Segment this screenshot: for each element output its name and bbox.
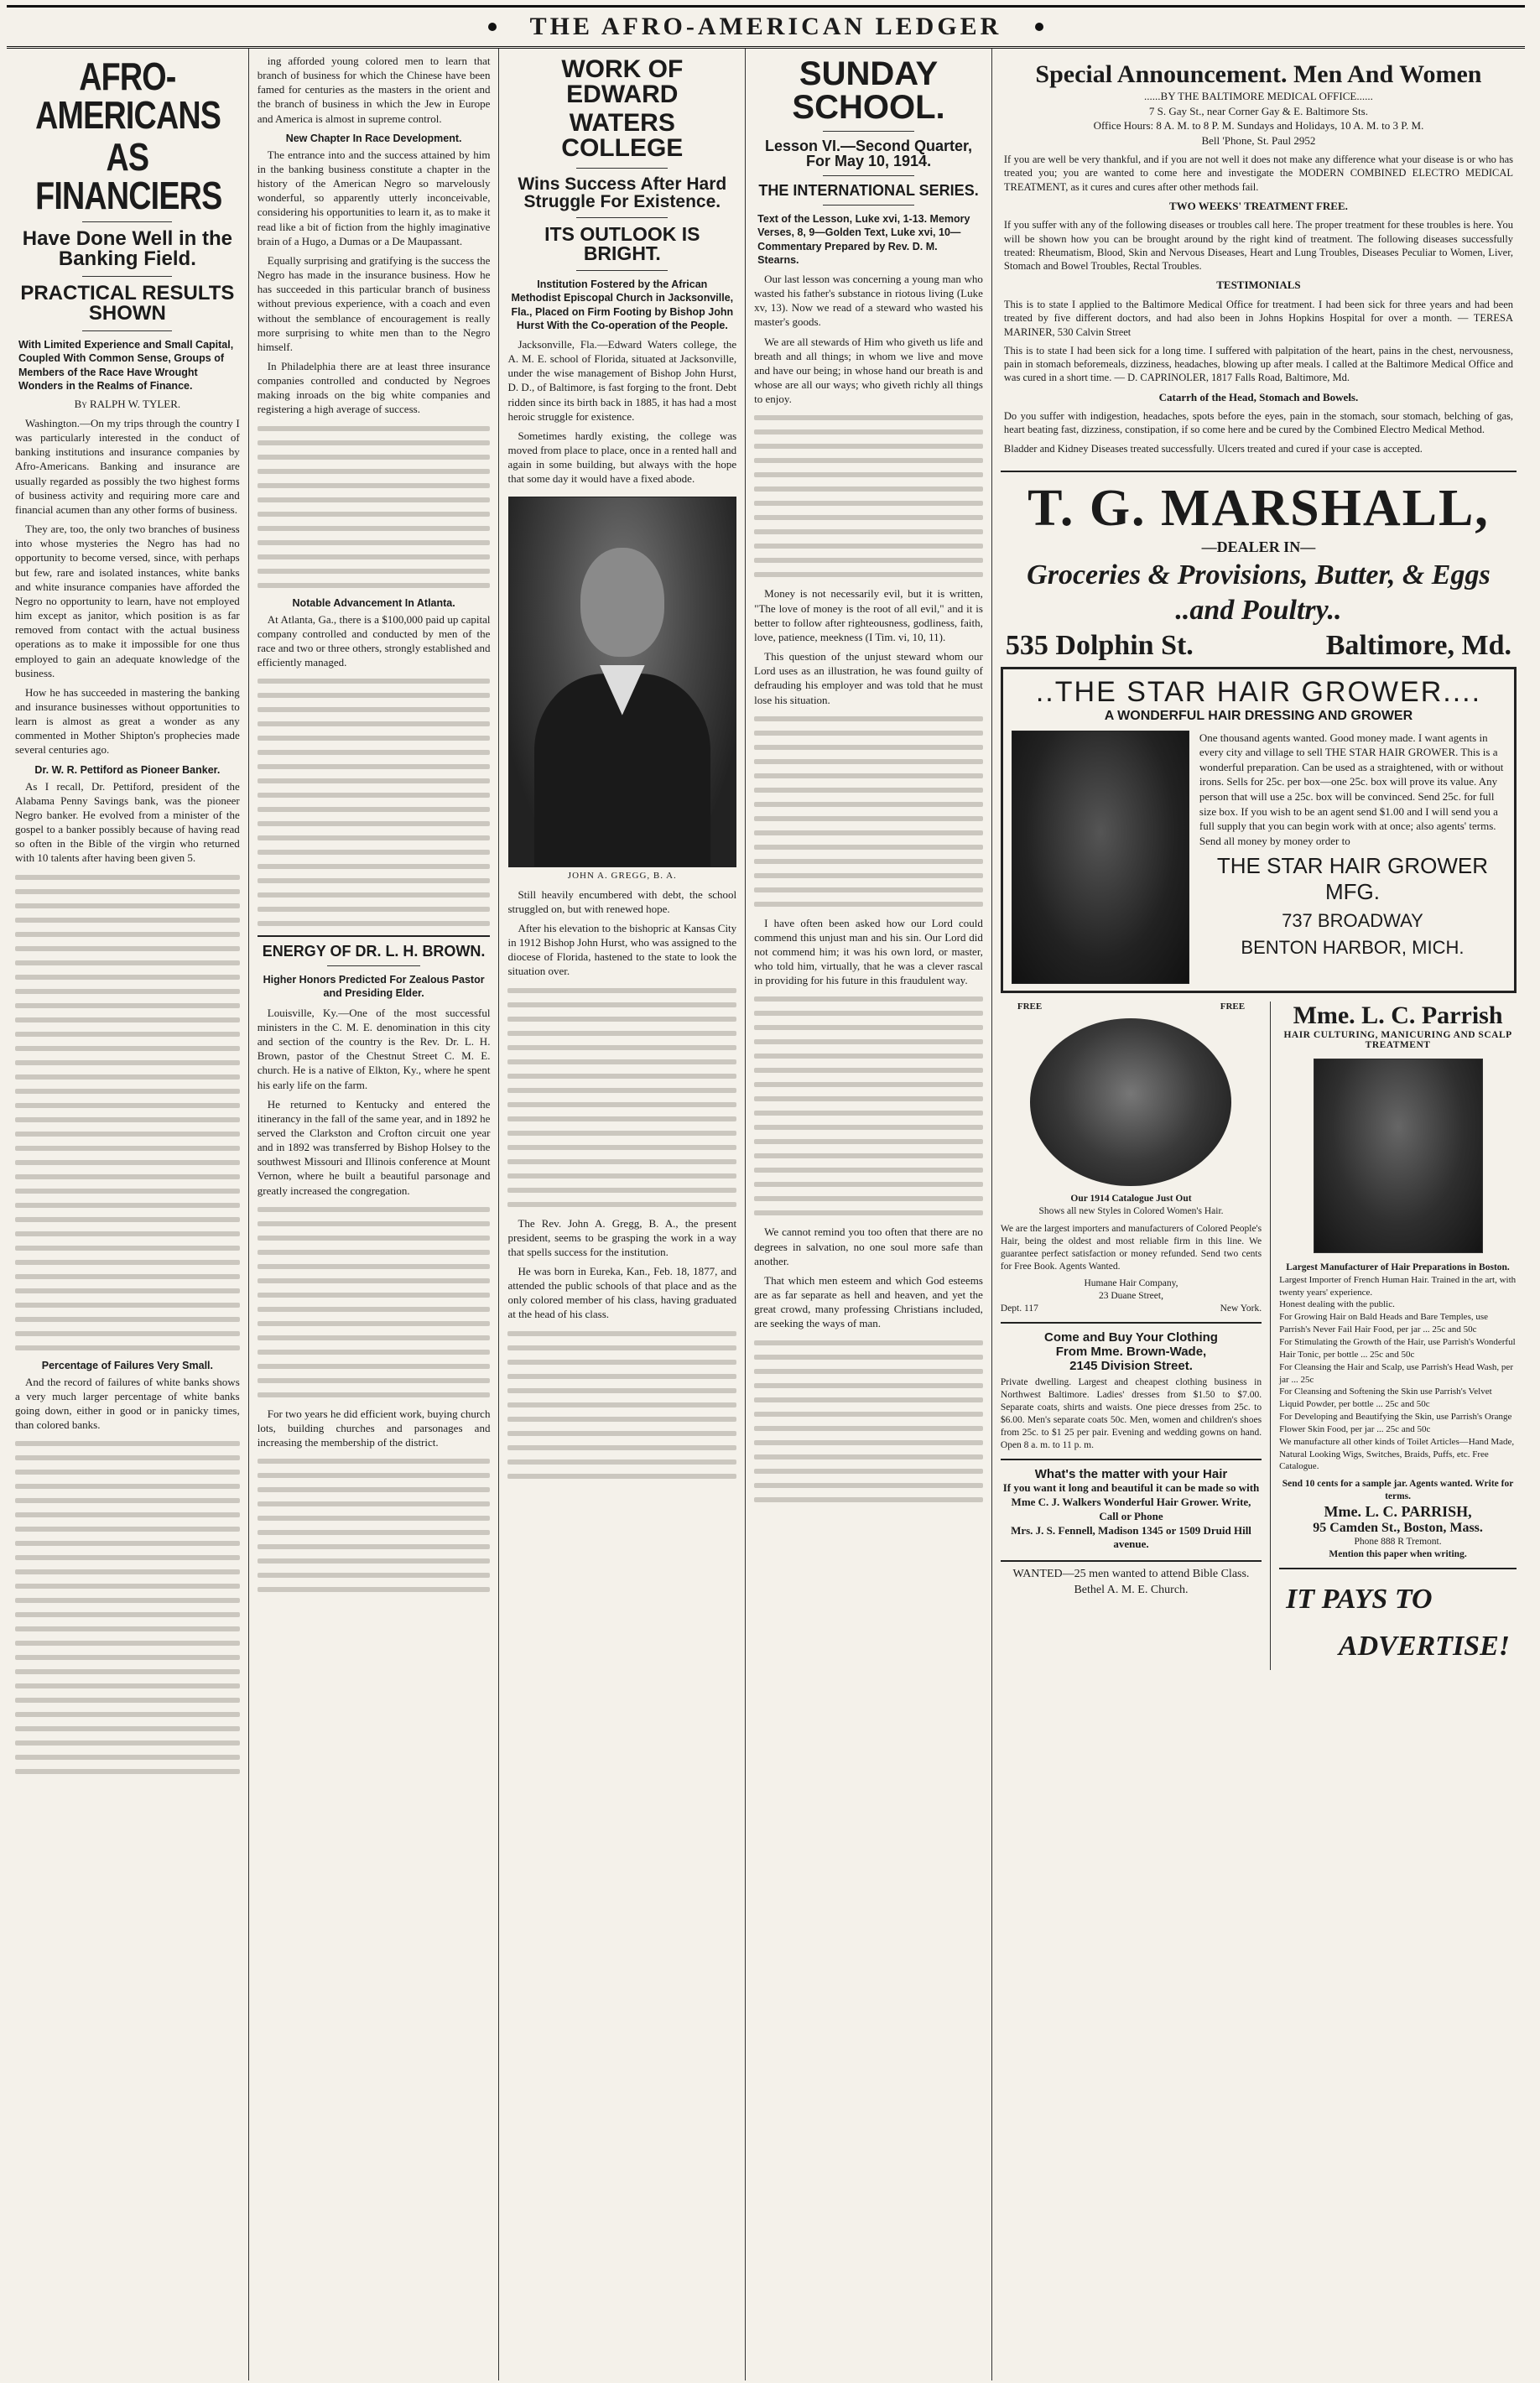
ad-mention: Mention this paper when writing. — [1329, 1549, 1467, 1560]
paragraph: For two years he did efficient work, buying church lots, building churches and parsonages and increasing the membership of the district. — [257, 1407, 491, 1449]
paragraph: I have often been asked how our Lord could commend this unjust man and his sin. Our Lord did not commend him; it was his own lord, or master, who told him, virtually, that he was a clever rascal in providing for his future in this fraudulent way. — [754, 916, 983, 987]
column-banking-continued — [249, 49, 500, 2380]
list-item: For Developing and Beautifying the Skin, use Parrish's Orange Flower Skin Food, per jar ... 25c and 50c — [1279, 1412, 1512, 1434]
divider — [1001, 471, 1517, 472]
paragraph: After his elevation to the bishopric at Kansas City in 1912 Bishop John Hurst, who was assigned to the diocese of Florida, hastened to the state to look the situation over. — [507, 921, 737, 978]
paragraph: Sometimes hardly existing, the college was moved from place to place, once in a rented hall and again in some building, but always with the hope that some day it would have a fixed abode. — [507, 429, 737, 486]
ad-line: Groceries & Provisions, Butter, & Eggs — [1027, 559, 1491, 591]
divider — [327, 965, 420, 966]
text-filler — [507, 988, 736, 1207]
it-pays-line-1: IT PAYS TO — [1286, 1584, 1433, 1616]
ad-address — [1001, 630, 1517, 662]
paragraph: In Philadelphia there are at least three insurance companies controlled and conducted by Negroes making inroads on the big white companies and registering a high average of success. — [257, 359, 491, 416]
article-deck: With Limited Experience and Small Capital, Coupled With Common Sense, Groups of Members of the Race Have Wrought Wonders in the Realms of Finance. — [18, 339, 234, 392]
article-deck: Text of the Lesson, Luke xvi, 1-13. Memory Verses, 8, 9—Golden Text, Luke xvi, 10—Commentary Prepared by Rev. D. M. Stearns. — [757, 213, 970, 266]
divider — [576, 217, 668, 218]
article-deck: Institution Fostered by the African Methodist Episcopal Church in Jacksonville, Fla., Placed on Firm Footing by Bishop John Hurst With the Co-operation of the People. — [511, 278, 734, 331]
text-filler — [258, 679, 491, 926]
text-filler — [15, 1441, 240, 1774]
ad-caption: Our 1914 Catalogue Just Out — [1070, 1193, 1192, 1204]
headline: ENERGY OF DR. L. H. BROWN. — [262, 943, 486, 960]
paragraph: Our last lesson was concerning a young man who wasted his father's substance in riotous living (Luke xv, 13). Now we read of a steward who wasted his master's goods. — [754, 273, 983, 329]
ad-city: New York. — [1220, 1303, 1262, 1314]
paragraph: They are, too, the only two branches of business into whose mysteries the Negro has had no opportunity to become versed, since, with perhaps but few, rare and isolated instances, white banks and white insurance companies have afforded the Negro no opportunity to learn, have not employed him except as janitor, which position is as far removed from contact with the actual business operations as to make it impossible for one thus employed to gain an adequate knowledge of the business. — [15, 523, 240, 679]
series-line: THE INTERNATIONAL SERIES. — [758, 182, 979, 199]
columns — [7, 49, 1525, 2380]
headline-line-1: AFRO-AMERICANS — [35, 55, 221, 137]
free-labels — [1001, 1002, 1262, 1012]
ad-body: One thousand agents wanted. Good money made. I want agents in every city and village to sell THE STAR HAIR GROWER. This is a wonderful preparation. Can be used as a straightened, with or without irons. Sells for 25c. per box—one 25c. box will prove its value. Any person that will use a 25c. box will be convinced. Send 25c. for full size box. If you wish to be an agent send $1.00 and I will send you a full supply that you can begin work with at once; also agents' terms. Send all money by money order to — [1199, 731, 1504, 847]
section-subhead: Notable Advancement In Atlanta. — [292, 596, 455, 609]
column-advertisements — [992, 49, 1525, 2380]
ad-line: 7 S. Gay St., near Corner Gay & E. Baltimore Sts. — [1148, 104, 1368, 117]
woman-portrait — [1314, 1059, 1483, 1253]
subheadline-2: ITS OUTLOOK IS BRIGHT. — [544, 223, 700, 264]
ad-title: What's the matter with your Hair — [1034, 1466, 1228, 1481]
paragraph: Washington.—On my trips through the country I was particularly interested in the conduct of banking institutions and insurance companies by Afro-Americans. Banking and insurance are usually regarded as possibly the two highest forms of business activity and requiring more care and financial acumen than any other forms of business. — [15, 417, 240, 516]
ad-baltimore-medical-office — [1001, 59, 1517, 462]
ad-marshall-groceries — [1001, 479, 1517, 662]
ad-bottom-row — [1001, 1002, 1517, 1671]
list-item: We manufacture all other kinds of Toilet Articles—Hand Made, Natural Looking Wigs, Switches, Braids, Puffs, etc. Free Catalogue. — [1279, 1436, 1515, 1472]
text-filler — [754, 415, 983, 577]
text-filler — [507, 1331, 736, 1479]
divider — [576, 270, 668, 271]
article-deck: Higher Honors Predicted For Zealous Pastor and Presiding Elder. — [263, 974, 485, 1000]
masthead-title: THE AFRO-AMERICAN LEDGER — [529, 13, 1002, 40]
ad-street: 737 BROADWAY — [1282, 910, 1423, 932]
free-label: FREE — [1017, 1001, 1043, 1012]
ad-body: Bladder and Kidney Diseases treated successfully. Ulcers treated and cured if your case is accepted. — [1003, 442, 1423, 455]
paragraph: How he has succeeded in mastering the banking and insurance businesses without opportunities to learn is almost as great a wonder as any commented in Mother Shipton's prophecies made several centuries ago. — [15, 685, 240, 757]
paragraph: Jacksonville, Fla.—Edward Waters college, the A. M. E. school of Florida, situated at Jacksonville, under the wise management of Bishop John Hurst, D. D., of Baltimore, is fast forging to the front. Debt ridden since its birth back in 1885, it has had a most heroic struggle for existence. — [507, 338, 737, 423]
ad-body: If you want it long and beautiful it can be made so with Mme C. J. Walkers Wonderful Hair Grower. Write, Call or Phone — [1002, 1480, 1260, 1522]
divider — [82, 221, 172, 222]
list-item: For Cleansing and Softening the Skin use Parrish's Velvet Liquid Powder, per bottle ... 25c and 50c — [1279, 1387, 1492, 1410]
paragraph: The entrance into and the success attained by him in the banking business constitute a chapter in the history of the American Negro so marvelously wonderful, so apparently utterly inconceivable, considering his opportunities to learn it, as to make it read like a bit of fiction from the highly imaginative brain of a Hugo, a Dumas or a De Maupassant. — [257, 148, 491, 247]
ad-title: Mme. L. C. Parrish — [1293, 1001, 1503, 1029]
notice-wanted: WANTED—25 men wanted to attend Bible Class. Bethel A. M. E. Church. — [1001, 1560, 1262, 1599]
ad-star-hair-grower — [1001, 667, 1517, 993]
ad-content — [1012, 731, 1506, 984]
portrait-photo — [508, 497, 736, 867]
text-filler — [258, 426, 491, 588]
text-filler — [15, 875, 240, 1350]
ad-line: —DEALER IN— — [1201, 538, 1316, 555]
ad-title: T. G. MARSHALL, — [1028, 479, 1490, 537]
paragraph: Louisville, Ky.—One of the most successful ministers in the C. M. E. denomination in this city and section of the country is the Rev. Dr. L. H. Brown, pastor of the Chestnut Street C. M. E. church. He is a native of Elkton, Ky., where he spent his early life on the farm. — [257, 1006, 491, 1091]
ad-body: If you are well be very thankful, and if you are not well it does not make any difference what your disease is or who has treated you; you are wanted to come here and investigate the MODERN COMBINED ELECTRO MEDICAL TREATMENT, as it cures and cures after other methods fail. — [1003, 153, 1513, 193]
column-afro-americans-financiers — [7, 49, 249, 2380]
ad-subtitle: HAIR CULTURING, MANICURING AND SCALP TREATMENT — [1283, 1029, 1512, 1050]
ad-caption: Shows all new Styles in Colored Women's Hair. — [1038, 1205, 1224, 1216]
text-filler — [754, 1340, 983, 1502]
section-subhead: Percentage of Failures Very Small. — [41, 1359, 213, 1371]
ad-title: From Mme. Brown-Wade, — [1055, 1345, 1207, 1360]
section-subhead: Dr. W. R. Pettiford as Pioneer Banker. — [34, 763, 221, 776]
divider — [823, 175, 914, 176]
ad-title: ..THE STAR HAIR GROWER.... — [1035, 675, 1482, 708]
list-item: Honest dealing with the public. — [1279, 1299, 1395, 1310]
column-edward-waters-college — [499, 49, 746, 2380]
divider — [258, 935, 491, 937]
divider — [823, 205, 914, 206]
paragraph: That which men esteem and which God esteems are as far separate as hell and heaven, and yet the great crowd, many professing Christians included, are seeking the ways of man. — [754, 1273, 983, 1330]
paragraph: He was born in Eureka, Kan., Feb. 18, 1877, and attended the public schools of that place and as the only colored member of his class, having graduated at the head of his class. — [507, 1264, 737, 1321]
text-filler — [754, 996, 983, 1215]
paragraph: We are all stewards of Him who giveth us life and breath and all things; in whom we live and move and have our being; in whose hand our breath is and whose are all our ways; who giveth richly all things to enjoy. — [754, 335, 983, 406]
paragraph: As I recall, Dr. Pettiford, president of the Alabama Penny Savings bank, was the pioneer Negro banker. He evolved from a minister of the gospel to a banker possibly because of having read so often in the Bible of the virgin who returned with 10 talents after having been given 5. — [15, 779, 240, 865]
subheadline-2: PRACTICAL RESULTS SHOWN — [20, 282, 235, 325]
hair-illustration — [1012, 731, 1189, 984]
ad-address: 95 Camden St., Boston, Mass. — [1313, 1521, 1483, 1536]
ad-body: This is to state I had been sick for a long time. I suffered with palpitation of the heart, pains in the chest, nervousness, pain in stomach beforemeals, dizziness, headaches, blowing up after meals. I called at the Baltimore Medical Office and was cured in a short time. — D. CAPRINOLER, 1817 Falls Road, Baltimore, Md. — [1003, 344, 1513, 384]
ad-caption: Largest Manufacturer of Hair Preparations in Boston. — [1286, 1262, 1510, 1272]
paragraph: Equally surprising and gratifying is the success the Negro has made in the insurance business. How he has succeeded in this particular branch of business without previous experience, with a coach and even without the semblance of encouragement is really more surprising to white men than to the Negro himself. — [257, 253, 491, 353]
paragraph: The Rev. John A. Gregg, B. A., the present president, seems to be grasping the work in a way that spells success for the institution. — [507, 1216, 737, 1258]
paragraph: At Atlanta, Ga., there is a $100,000 paid up capital company controlled and conducted by men of the race and two or three others, strongly established and efficiently managed. — [257, 612, 491, 669]
divider — [1279, 1568, 1517, 1569]
paragraph: Money is not necessarily evil, but it is written, "The love of money is the root of all evil," and it is better to follow after righteousness, godliness, faith, love, patience, meekness (I Tim. vi, 10, 11). — [754, 587, 983, 643]
product-list — [1279, 1274, 1517, 1474]
list-item: Largest Importer of French Human Hair. Trained in the art, with twenty years' experience. — [1279, 1274, 1517, 1298]
subheadline: Wins Success After Hard Struggle For Existence. — [518, 174, 727, 211]
divider — [82, 330, 172, 331]
ad-dept: Dept. 117 — [1000, 1303, 1038, 1314]
ad-company: Humane Hair Company, — [1084, 1278, 1178, 1289]
divider — [1001, 1322, 1262, 1324]
paragraph: Still heavily encumbered with debt, the school struggled on, but with renewed hope. — [507, 887, 737, 915]
ad-body: If you suffer with any of the following diseases or troubles call here. The proper treatment for these troubles is here. You will be shown how you can be brought around by the right kind of treatment. The following diseases successfully treated: Rheumatism, Blood, Skin and Nervous Diseases, Heart and Lung Troubles, Diseases Peculiar to Women, Liver, Stomach and Bowel Troubles, Rectal Troubles. — [1003, 219, 1513, 273]
section-subhead: New Chapter In Race Development. — [285, 132, 462, 144]
hair-bun-illustration — [1030, 1018, 1231, 1186]
free-label: FREE — [1220, 1001, 1246, 1012]
divider — [1001, 1459, 1262, 1460]
text-filler — [258, 1459, 491, 1592]
list-item: For Cleansing the Hair and Scalp, use Parrish's Head Wash, per jar ... 25c — [1279, 1361, 1513, 1385]
ad-line: ..and Poultry.. — [1175, 594, 1342, 626]
divider — [823, 131, 914, 132]
ad-title: Special Announcement. Men And Women — [1035, 60, 1482, 88]
ad-street: 535 Dolphin St. — [1005, 629, 1194, 661]
masthead — [7, 5, 1525, 49]
ad-subhead: TWO WEEKS' TREATMENT FREE. — [1169, 199, 1348, 212]
ad-company: THE STAR HAIR GROWER MFG. — [1216, 853, 1488, 905]
masthead-ornament-right — [1035, 23, 1043, 31]
byline: By RALPH W. TYLER. — [74, 398, 181, 410]
divider — [576, 168, 668, 169]
column-sunday-school — [746, 49, 992, 2380]
masthead-ornament-left — [488, 23, 497, 31]
ad-contact: Mrs. J. S. Fennell, Madison 1345 or 1509 Druid Hill avenue. — [1011, 1523, 1251, 1551]
ad-subhead: Catarrh of the Head, Stomach and Bowels. — [1158, 390, 1359, 403]
list-item: For Stimulating the Growth of the Hair, use Parrish's Wonderful Hair Tonic, per bottle ... 25c and 50c — [1279, 1336, 1516, 1360]
ad-subhead: TESTIMONIALS — [1216, 278, 1301, 292]
divider — [82, 276, 172, 277]
ad-body: Private dwelling. Largest and cheapest clothing business in Northwest Baltimore. Ladies' dresses from $1.50 to $7.00. Separate coats, shirts and waists. One piece dresses from 25c. to $6.00. Men's separate coats 50c. Men, women and children's shoes from 25c. to $1 25 per pair. Evening and wedding gowns on hand. Open 8 a. m. to 11 p. m. — [1000, 1377, 1262, 1450]
ad-line: ......BY THE BALTIMORE MEDICAL OFFICE...... — [1144, 90, 1373, 102]
text-filler — [258, 1207, 491, 1397]
portrait-caption: JOHN A. GREGG, B. A. — [567, 870, 677, 881]
ad-body: We are the largest importers and manufacturers of Colored People's Hair, being the oldest and most reliable firm in this line. We guarantee perfect satisfaction or money refunded. Send two cents for Free Book. Agents Wanted. — [1000, 1223, 1262, 1272]
ad-body: This is to state I applied to the Baltimore Medical Office for treatment. I had been sick for three years and had been treated by five different doctors, and had also been in Johns Hopkins Hospital for over a month. — TERESA MARINER, 530 Calvin Street — [1003, 299, 1513, 338]
paragraph: We cannot remind you too often that there are no degrees in salvation, no one soul more safe than another. — [754, 1225, 983, 1267]
paragraph: ing afforded young colored men to learn that branch of business for which the Chinese have been famed for centuries as the masters in the orient and the branch of business in which the Jew in Europe and America is almost in supreme control. — [257, 55, 491, 125]
ad-street: 23 Duane Street, — [1099, 1291, 1163, 1302]
list-item: For Growing Hair on Bald Heads and Bare Temples, use Parrish's Never Fail Hair Food, per jar ... 25c and 50c — [1279, 1312, 1489, 1335]
ad-body: Do you suffer with indigestion, headaches, spots before the eyes, pain in the stomach, sour stomach, belching of gas, heart beating fast, dizziness, constipation, if so come here and be cured by the Combined Electro Medical Method. — [1003, 410, 1513, 436]
ad-title: 2145 Division Street. — [1069, 1359, 1193, 1374]
ad-city: Baltimore, Md. — [1325, 629, 1511, 661]
paragraph: And the record of failures of white banks shows a very much larger percentage of white banks going down, either in good or in panicky times, than colored banks. — [15, 1375, 240, 1431]
headline-line-2: AS FINANCIERS — [35, 135, 222, 217]
paragraph: This question of the unjust steward whom our Lord uses as an illustration, he was found guilty of defrauding his employer and was told that he must lose his situation. — [754, 650, 983, 706]
paragraph: He returned to Kentucky and entered the itinerancy in the fall of the same year, and in 1892 he served the Clarkston and Crofton circuit one year and in 1892 was transferred by Bishop Holsey to the southwest Missouri and Illinois conference at Mount Vernon, where he built a beautiful parsonage and greatly increased the congregation. — [257, 1097, 491, 1197]
lesson-line: Lesson VI.—Second Quarter, For May 10, 1914. — [764, 138, 973, 169]
ad-title: Come and Buy Your Clothing — [1044, 1330, 1218, 1345]
headline-line-2: WATERS COLLEGE — [561, 109, 684, 162]
ad-line: Office Hours: 8 A. M. to 8 P. M. Sundays and Holidays, 10 A. M. to 3 P. M. — [1093, 119, 1424, 133]
headline: SUNDAY SCHOOL. — [792, 55, 945, 126]
it-pays-line-2: ADVERTISE! — [1338, 1631, 1510, 1662]
ad-parrish — [1271, 1002, 1517, 1671]
ad-sample: Send 10 cents for a sample jar. Agents wanted. Write for terms. — [1282, 1479, 1514, 1502]
ad-city: BENTON HARBOR, MICH. — [1241, 937, 1465, 959]
ad-company: Mme. L. C. PARRISH, — [1324, 1503, 1472, 1521]
headline-line-1: WORK OF EDWARD — [561, 55, 684, 108]
ad-left-stack — [1001, 1002, 1271, 1671]
ad-dept-city — [1001, 1303, 1262, 1315]
ad-line: Bell 'Phone, St. Paul 2952 — [1201, 133, 1316, 147]
ad-subtitle: A WONDERFUL HAIR DRESSING AND GROWER — [1104, 708, 1413, 723]
subheadline: Have Done Well in the Banking Field. — [22, 227, 233, 270]
ad-phone: Phone 888 R Tremont. — [1354, 1537, 1442, 1548]
text-filler — [754, 716, 983, 907]
